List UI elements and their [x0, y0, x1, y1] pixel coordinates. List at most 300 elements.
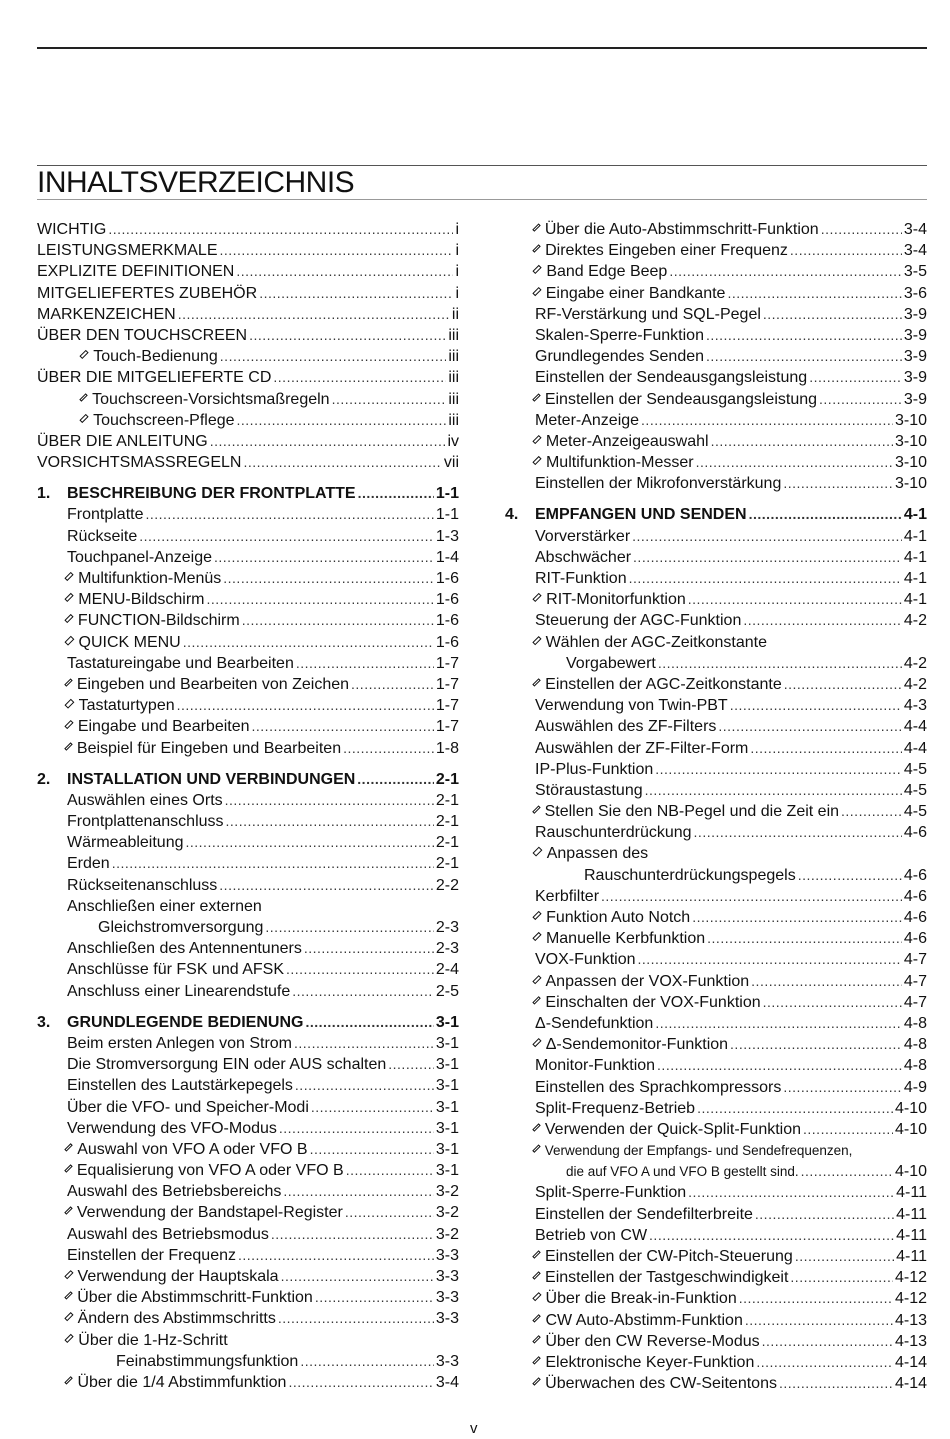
diamond-bullet-icon — [64, 1291, 73, 1300]
diamond-bullet-icon — [532, 1144, 540, 1152]
toc-entry[interactable] — [505, 1352, 927, 1373]
dot-leader — [658, 653, 902, 674]
toc-entry[interactable] — [37, 981, 459, 1002]
toc-entry[interactable] — [505, 1161, 927, 1182]
toc-entry-page: 3-4 — [435, 1373, 459, 1391]
toc-entry-page: 1-7 — [435, 675, 459, 693]
dot-leader — [139, 526, 434, 547]
toc-entry[interactable] — [505, 1055, 927, 1076]
toc-entry[interactable] — [37, 367, 459, 388]
toc-entry-page: 1-4 — [435, 548, 459, 566]
toc-right-column — [505, 219, 927, 1394]
toc-entry-page: 1-6 — [435, 570, 459, 587]
toc-entry[interactable] — [37, 1118, 459, 1139]
dot-leader — [790, 240, 902, 261]
diamond-bullet-icon — [64, 699, 74, 709]
dot-leader — [743, 610, 902, 631]
toc-entry-title: Wählen der AGC-Zeitkonstante — [545, 633, 767, 651]
toc-entry-page: 1-1 — [435, 506, 459, 524]
diamond-bullet-icon — [532, 805, 540, 813]
toc-entry[interactable] — [505, 1331, 927, 1352]
toc-entry-title: Δ-Sendemonitor-Funktion — [545, 1036, 729, 1054]
toc-entry[interactable] — [505, 568, 927, 589]
dot-leader — [304, 938, 434, 959]
toc-entry[interactable] — [505, 632, 927, 653]
diamond-bullet-icon — [64, 1312, 73, 1321]
toc-entry-page: 2-3 — [435, 919, 459, 936]
toc-entry-page: 4-8 — [903, 1057, 927, 1075]
toc-entry[interactable] — [37, 526, 459, 547]
toc-entry[interactable] — [37, 240, 459, 261]
toc-entry-page: 4-5 — [903, 781, 927, 799]
top-rule — [37, 47, 927, 49]
dot-leader — [242, 610, 434, 631]
toc-entry[interactable] — [505, 547, 927, 568]
toc-entry[interactable] — [37, 1245, 459, 1266]
toc-entry-page: 4-12 — [894, 1290, 927, 1308]
toc-entry[interactable] — [505, 674, 927, 695]
toc-entry-page: 1-3 — [435, 527, 459, 545]
toc-entry[interactable] — [37, 695, 459, 716]
toc-entry-page: 4-5 — [903, 760, 927, 778]
toc-entry-title: Frontplattenanschluss — [67, 813, 224, 831]
toc-entry-title: Stellen Sie den NB-Pegel und die Zeit ein — [544, 803, 840, 821]
dot-leader — [294, 1033, 434, 1054]
toc-entry[interactable] — [37, 1266, 459, 1287]
toc-entry-title: Auswählen eines Orts — [67, 791, 223, 809]
toc-entry[interactable] — [37, 589, 459, 610]
toc-entry[interactable] — [505, 304, 927, 325]
diamond-bullet-icon — [532, 1271, 540, 1279]
toc-entry-page: 4-7 — [903, 993, 927, 1011]
dot-leader — [779, 1373, 893, 1394]
toc-entry-page: iii — [448, 326, 459, 344]
toc-chapter-entry[interactable] — [37, 1012, 459, 1033]
dot-leader — [641, 410, 893, 431]
diamond-bullet-icon — [532, 1250, 540, 1258]
toc-entry-page: 4-1 — [903, 591, 927, 609]
dot-leader — [112, 853, 434, 874]
toc-entry-page: 3-9 — [903, 326, 927, 344]
toc-entry[interactable] — [37, 1181, 459, 1202]
toc-entry[interactable] — [505, 865, 927, 886]
toc-entry-title: Über den CW Reverse-Modus — [545, 1332, 760, 1350]
dot-leader — [706, 346, 902, 367]
dot-leader — [655, 759, 902, 780]
dot-leader — [790, 1267, 893, 1288]
toc-entry-page: 3-1 — [435, 1098, 459, 1116]
dot-leader — [688, 1182, 894, 1203]
dot-leader — [315, 1287, 434, 1308]
toc-entry[interactable] — [505, 886, 927, 907]
dot-leader — [225, 790, 434, 811]
dot-leader — [629, 568, 902, 589]
dot-leader — [178, 304, 450, 325]
chapter-number: 1. — [37, 485, 51, 503]
toc-entry-page: 4-14 — [894, 1353, 927, 1371]
diamond-bullet-icon — [79, 393, 88, 402]
toc-entry-page: 1-7 — [435, 654, 459, 672]
toc-entry[interactable] — [37, 875, 459, 896]
toc-entry[interactable] — [505, 261, 927, 282]
toc-entry[interactable] — [505, 907, 927, 928]
dot-leader — [311, 1097, 434, 1118]
toc-entry-page: 1-6 — [435, 612, 459, 630]
toc-entry-title: Auswahl des Betriebsmodus — [67, 1225, 269, 1243]
dot-leader — [249, 325, 446, 346]
toc-entry[interactable] — [505, 589, 927, 610]
toc-entry[interactable] — [505, 971, 927, 992]
toc-entry[interactable] — [37, 832, 459, 853]
toc-entry[interactable] — [505, 1246, 927, 1267]
toc-entry-title: Erden — [67, 855, 110, 873]
toc-entry-title: Einstellen der Tastgeschwindigkeit — [545, 1269, 789, 1287]
toc-entry-title: Gleichstromversorgung — [98, 919, 264, 936]
toc-entry[interactable] — [37, 1054, 459, 1075]
toc-entry[interactable] — [505, 928, 927, 949]
toc-entry[interactable] — [505, 653, 927, 674]
toc-entry-title: MITGELIEFERTES ZUBEHÖR — [37, 284, 258, 302]
toc-entry-title: Auswahl von VFO A oder VFO B — [77, 1140, 308, 1158]
dot-leader — [697, 1098, 893, 1119]
toc-entry-page: 4-8 — [903, 1014, 927, 1032]
toc-entry-title: Split-Sperre-Funktion — [535, 1184, 687, 1202]
toc-entry[interactable] — [37, 431, 459, 452]
toc-entry-page: 4-7 — [903, 951, 927, 969]
toc-entry-title: Anschließen des Antennentuners — [67, 940, 302, 958]
dot-leader — [688, 589, 902, 610]
toc-entry[interactable] — [505, 822, 927, 843]
toc-entry[interactable] — [505, 1013, 927, 1034]
toc-entry-title: ÜBER DIE ANLEITUNG — [37, 432, 208, 450]
dot-leader — [657, 1055, 902, 1076]
toc-entry-title: Eingeben und Bearbeiten von Zeichen — [76, 675, 350, 693]
diamond-bullet-icon — [64, 1143, 73, 1152]
toc-entry-title: Einstellen der CW-Pitch-Steuerung — [544, 1248, 793, 1265]
toc-entry[interactable] — [37, 346, 459, 367]
dot-leader — [332, 389, 447, 410]
diamond-bullet-icon — [64, 1270, 73, 1279]
diamond-bullet-icon — [64, 1376, 73, 1385]
toc-entry-page: 1-6 — [435, 591, 459, 609]
diamond-bullet-icon — [532, 223, 540, 231]
toc-entry-page: vii — [443, 454, 459, 472]
dot-leader — [821, 219, 902, 240]
toc-entry-title: Einstellen der Frequenz — [67, 1246, 236, 1264]
toc-entry[interactable] — [37, 568, 459, 589]
toc-entry[interactable] — [37, 1287, 459, 1308]
toc-entry[interactable] — [505, 283, 927, 304]
toc-entry[interactable] — [37, 674, 459, 695]
toc-entry-title: Split-Frequenz-Betrieb — [535, 1099, 696, 1117]
dot-leader — [305, 1012, 433, 1033]
diamond-bullet-icon — [532, 1292, 541, 1301]
toc-entry-title: Wärmeableitung — [67, 834, 184, 852]
toc-entry-title: Touch-Bedienung — [93, 348, 218, 366]
toc-entry[interactable] — [37, 811, 459, 832]
toc-entry-title: Verwenden der Quick-Split-Funktion — [544, 1120, 802, 1138]
dot-leader — [358, 483, 434, 504]
toc-entry-page: 3-3 — [435, 1310, 459, 1328]
toc-entry-page: 3-3 — [435, 1268, 459, 1285]
toc-entry-title: MARKENZEICHEN — [37, 305, 176, 323]
toc-entry-page: 4-1 — [903, 506, 927, 524]
toc-entry-page: 4-4 — [903, 739, 927, 757]
toc-entry[interactable] — [505, 526, 927, 547]
toc-entry[interactable] — [37, 1308, 459, 1329]
dot-leader — [265, 917, 433, 938]
diamond-bullet-icon — [532, 244, 541, 253]
toc-entry[interactable] — [37, 410, 459, 431]
toc-entry[interactable] — [37, 653, 459, 674]
toc-entry-page: 4-11 — [896, 1184, 927, 1202]
toc-entry[interactable] — [37, 1372, 459, 1393]
toc-entry[interactable] — [37, 1330, 459, 1351]
toc-entry[interactable] — [37, 452, 459, 473]
toc-entry[interactable] — [505, 473, 927, 494]
toc-chapter-entry[interactable] — [505, 504, 927, 525]
toc-entry-page: 4-1 — [903, 570, 927, 587]
toc-entry[interactable] — [37, 1202, 459, 1223]
toc-entry-title: Steuerung der AGC-Funktion — [535, 612, 742, 630]
toc-entry-page: 2-1 — [435, 791, 459, 809]
toc-entry-page: 4-6 — [903, 824, 927, 842]
toc-entry-page: 3-9 — [903, 305, 927, 323]
dot-leader — [210, 431, 446, 452]
dot-leader — [803, 1119, 893, 1140]
toc-entry-page: 3-6 — [903, 284, 927, 302]
toc-entry[interactable] — [37, 1224, 459, 1245]
toc-entry-title: VORSICHTSMASSREGELN — [37, 454, 242, 472]
dot-leader — [783, 473, 893, 494]
toc-entry-title: Abschwächer — [535, 548, 632, 566]
diamond-bullet-icon — [533, 847, 543, 857]
toc-entry[interactable] — [505, 325, 927, 346]
toc-entry-title: Betrieb von CW — [535, 1226, 648, 1244]
toc-entry[interactable] — [37, 1097, 459, 1118]
diamond-bullet-icon — [532, 1356, 541, 1365]
dot-leader — [727, 283, 901, 304]
toc-entry[interactable] — [505, 1225, 927, 1246]
toc-entry[interactable] — [505, 949, 927, 970]
toc-entry[interactable] — [505, 695, 927, 716]
toc-entry[interactable] — [505, 610, 927, 631]
toc-entry[interactable] — [37, 389, 459, 410]
dot-leader — [351, 674, 434, 695]
toc-entry[interactable] — [37, 1160, 459, 1181]
toc-entry-title: Einstellen des Sprachkompressors — [535, 1078, 782, 1096]
toc-entry[interactable] — [37, 283, 459, 304]
diamond-bullet-icon — [532, 1335, 541, 1344]
toc-entry[interactable] — [505, 992, 927, 1013]
dot-leader — [186, 832, 434, 853]
toc-entry[interactable] — [37, 504, 459, 525]
diamond-bullet-icon — [532, 636, 541, 645]
toc-entry[interactable] — [37, 304, 459, 325]
toc-entry[interactable] — [505, 410, 927, 431]
toc-entry-page: 4-2 — [903, 612, 927, 630]
toc-entry-title: Anschluss einer Linearendstufe — [67, 982, 291, 1000]
toc-entry-title: Über die Auto-Abstimmschritt-Funktion — [544, 221, 819, 238]
toc-entry-title: Rückseitenanschluss — [67, 876, 218, 894]
toc-entry[interactable] — [505, 389, 927, 410]
toc-entry-page: 3-1 — [435, 1056, 459, 1074]
toc-entry[interactable] — [37, 1139, 459, 1160]
toc-entry[interactable] — [505, 452, 927, 473]
toc-entry[interactable] — [505, 431, 927, 452]
toc-entry-page: iii — [448, 369, 459, 387]
toc-entry[interactable] — [37, 1033, 459, 1054]
toc-entry[interactable] — [505, 738, 927, 759]
dot-leader — [750, 738, 902, 759]
dot-leader — [784, 674, 902, 695]
toc-entry-title: FUNCTION-Bildschirm — [77, 612, 240, 630]
toc-entry[interactable] — [37, 610, 459, 631]
dot-leader — [756, 1352, 893, 1373]
dot-leader — [694, 822, 902, 843]
toc-entry-title: GRUNDLEGENDE BEDIENUNG — [67, 1013, 304, 1031]
toc-entry[interactable] — [37, 896, 459, 917]
toc-entry-page: iii — [448, 348, 459, 366]
toc-chapter-entry[interactable] — [37, 483, 459, 504]
toc-entry[interactable] — [505, 1034, 927, 1055]
toc-chapter-entry[interactable] — [37, 769, 459, 790]
section-gap — [37, 1002, 459, 1012]
dot-leader — [259, 283, 453, 304]
toc-entry-page: 3-2 — [435, 1225, 459, 1243]
dot-leader — [711, 431, 893, 452]
toc-entry-title: INSTALLATION UND VERBINDUNGEN — [67, 770, 356, 788]
toc-entry[interactable] — [37, 959, 459, 980]
toc-entry[interactable] — [505, 716, 927, 737]
toc-entry[interactable] — [505, 219, 927, 240]
dot-leader — [763, 304, 902, 325]
diamond-bullet-icon — [64, 720, 73, 729]
toc-entry-title: Touchpanel-Anzeige — [67, 548, 212, 566]
diamond-bullet-icon — [532, 265, 541, 274]
toc-entry-title: Anschließen einer externen — [67, 897, 262, 915]
toc-entry-page: 4-11 — [896, 1248, 927, 1265]
toc-entry-title: WICHTIG — [37, 221, 107, 238]
toc-entry[interactable] — [37, 261, 459, 282]
toc-entry-page: 1-8 — [435, 739, 459, 757]
toc-entry[interactable] — [505, 1119, 927, 1140]
toc-entry[interactable] — [37, 853, 459, 874]
toc-entry[interactable] — [505, 1310, 927, 1331]
toc-entry-page: 4-1 — [903, 527, 927, 545]
toc-entry-page: 4-8 — [903, 1036, 927, 1054]
diamond-bullet-icon — [79, 350, 88, 359]
toc-entry[interactable] — [37, 632, 459, 653]
dot-leader — [236, 261, 453, 282]
toc-entry[interactable] — [505, 1140, 927, 1161]
toc-entry[interactable] — [505, 240, 927, 261]
diamond-bullet-icon — [64, 1207, 72, 1215]
toc-entry-page: 3-9 — [903, 348, 927, 366]
dot-leader — [718, 716, 901, 737]
toc-entry-page: 4-6 — [903, 930, 927, 948]
toc-entry[interactable] — [37, 547, 459, 568]
toc-entry[interactable] — [505, 346, 927, 367]
toc-entry[interactable] — [505, 367, 927, 388]
chapter-number: 3. — [37, 1013, 51, 1031]
toc-entry-title: Auswählen der ZF-Filter-Form — [535, 739, 749, 757]
toc-entry[interactable] — [37, 738, 459, 759]
toc-entry[interactable] — [505, 843, 927, 864]
toc-entry[interactable] — [505, 1288, 927, 1309]
dot-leader — [706, 325, 902, 346]
dot-leader — [730, 695, 902, 716]
dot-leader — [795, 1246, 894, 1267]
dot-leader — [177, 695, 434, 716]
diamond-bullet-icon — [532, 678, 541, 687]
toc-entry-title: Beim ersten Anlegen von Strom — [67, 1034, 293, 1052]
dot-leader — [649, 1225, 894, 1246]
toc-entry-title: Rauschunterdrückung — [535, 824, 692, 842]
dot-leader — [345, 1202, 434, 1223]
dot-leader — [819, 389, 902, 410]
toc-entry-page: 3-10 — [894, 432, 927, 450]
toc-entry[interactable] — [37, 938, 459, 959]
toc-entry[interactable] — [505, 1267, 927, 1288]
toc-entry-page: 3-4 — [903, 221, 927, 238]
toc-entry-page: 2-1 — [435, 813, 459, 831]
diamond-bullet-icon — [532, 932, 541, 941]
toc-entry-page: 2-1 — [435, 855, 459, 873]
toc-entry[interactable] — [37, 716, 459, 737]
diamond-bullet-icon — [532, 456, 541, 465]
toc-entry[interactable] — [37, 1351, 459, 1372]
toc-entry[interactable] — [37, 917, 459, 938]
toc-entry[interactable] — [505, 1182, 927, 1203]
toc-entry[interactable] — [505, 1077, 927, 1098]
toc-entry[interactable] — [505, 1098, 927, 1119]
toc-entry-title: RIT-Funktion — [535, 570, 627, 587]
dot-leader — [798, 865, 902, 886]
toc-entry-page: 3-9 — [903, 369, 927, 387]
toc-entry[interactable] — [37, 325, 459, 346]
toc-entry-title: IP-Plus-Funktion — [535, 760, 654, 778]
section-gap — [505, 494, 927, 504]
toc-entry-title: ÜBER DEN TOUCHSCREEN — [37, 326, 248, 344]
dot-leader — [388, 1054, 434, 1075]
chapter-number: 4. — [505, 506, 519, 524]
dot-leader — [692, 907, 902, 928]
toc-entry[interactable] — [37, 1075, 459, 1096]
dot-leader — [755, 1204, 894, 1225]
toc-entry[interactable] — [505, 1373, 927, 1394]
toc-entry[interactable] — [505, 759, 927, 780]
toc-entry-page: 2-5 — [435, 982, 459, 1000]
toc-entry[interactable] — [37, 219, 459, 240]
toc-entry[interactable] — [505, 801, 927, 822]
toc-entry[interactable] — [37, 790, 459, 811]
toc-entry-title: Störaustastung — [535, 781, 643, 799]
dot-leader — [278, 1308, 434, 1329]
section-gap — [37, 759, 459, 769]
diamond-bullet-icon — [64, 1164, 72, 1172]
toc-entry[interactable] — [505, 780, 927, 801]
dot-leader — [223, 568, 434, 589]
toc-entry-title: Equalisierung von VFO A oder VFO B — [76, 1162, 344, 1180]
toc-entry-page: 2-1 — [435, 834, 459, 852]
toc-entry-page: 3-3 — [435, 1352, 459, 1370]
dot-leader — [279, 1118, 434, 1139]
toc-entry-page: 4-1 — [903, 548, 927, 566]
toc-entry[interactable] — [505, 1204, 927, 1225]
toc-entry-title: CW Auto-Abstimm-Funktion — [545, 1311, 743, 1329]
diamond-bullet-icon — [532, 435, 541, 444]
